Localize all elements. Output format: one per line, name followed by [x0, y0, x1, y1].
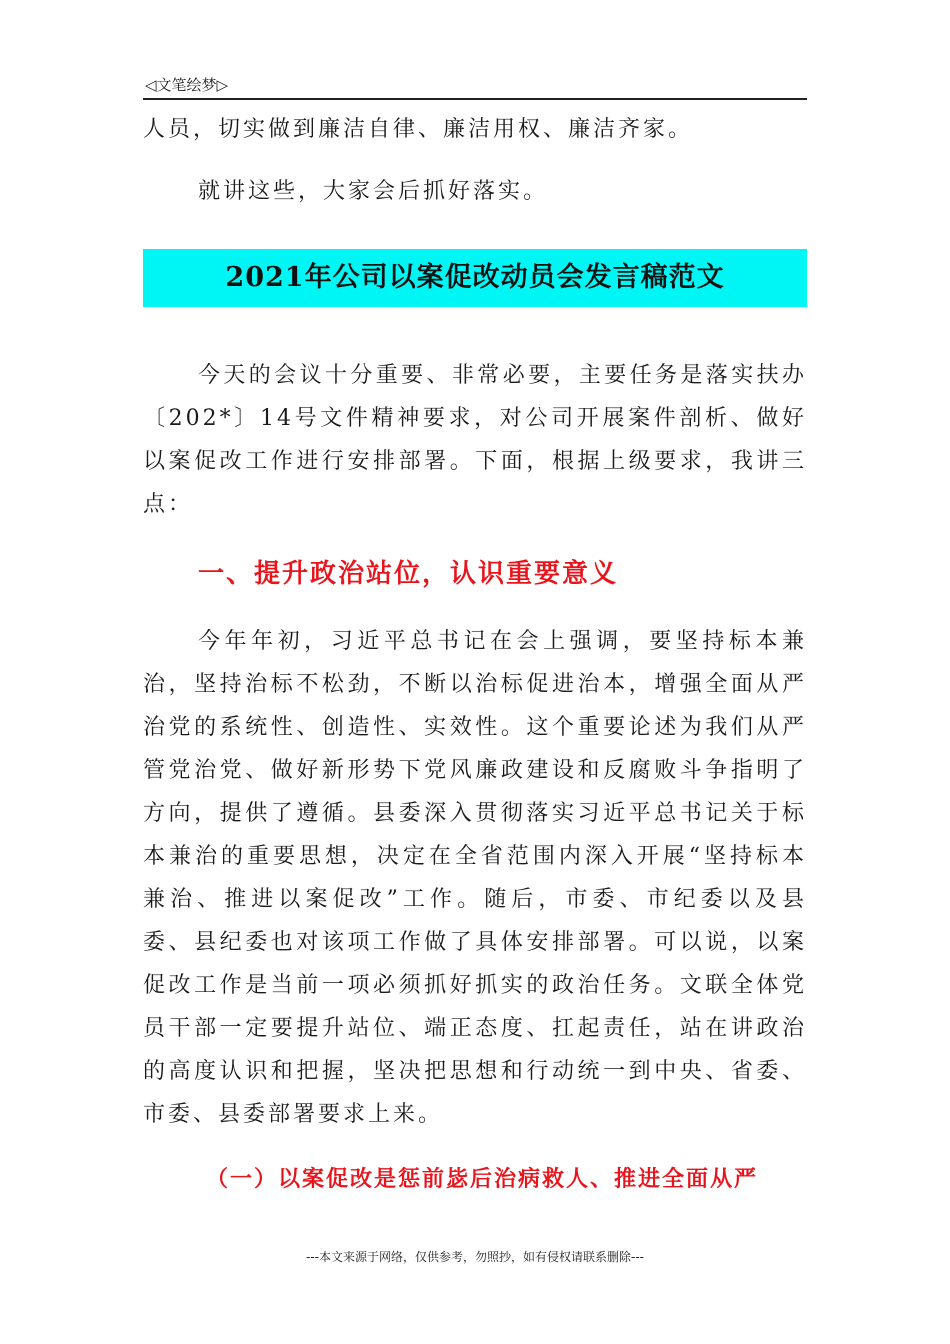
- section-heading-1: 一、提升政治站位，认识重要意义: [198, 559, 619, 589]
- paragraph-section-1: 今年年初，习近平总书记在会上强调，要坚持标本兼治，坚持治标不松劲，不断以治标促进治本，增强全面从严治党的系统性、创造性、实效性。这个重要论述为我们从严管党治党、做好新形势下党风廉政建设和反腐败斗争指明了方向，提供了遵循。县委深入贯彻落实习近平总书记关于标本兼治的重要思想，决定在全省范围内深入开展“坚持标本兼治、推进以案促改”工作。随后，市委、市纪委以及县委、县纪委也对该项工作做了具体安排部署。可以说，以案促改工作是当前一项必须抓好抓实的政治任务。文联全体党员干部一定要提升站位、端正态度、扛起责任，站在讲政治的高度认识和把握，坚决把思想和行动统一到中央、省委、市委、县委部署要求上来。: [143, 629, 807, 1127]
- paragraph-intro: 今天的会议十分重要、非常必要，主要任务是落实扶办〔202*〕14号文件精神要求，对公司开展案件剖析、做好以案促改工作进行安排部署。下面，根据上级要求，我讲三点：: [143, 363, 807, 517]
- subsection-heading-1: （一）以案促改是惩前毖后治病救人、推进全面从严: [206, 1166, 759, 1192]
- document-title: 2021年公司以案促改动员会发言稿范文: [225, 262, 725, 293]
- header-label: ◁文笔绘梦▷: [145, 76, 229, 94]
- page-header: [143, 68, 807, 100]
- page-footer: ---本文来源于网络，仅供参考，勿照抄，如有侵权请联系删除---: [306, 1250, 644, 1264]
- paragraph-continuation: 人员，切实做到廉洁自律、廉洁用权、廉洁齐家。: [143, 117, 694, 142]
- paragraph-closing: 就讲这些，大家会后抓好落实。: [198, 179, 549, 204]
- title-banner: [143, 249, 807, 307]
